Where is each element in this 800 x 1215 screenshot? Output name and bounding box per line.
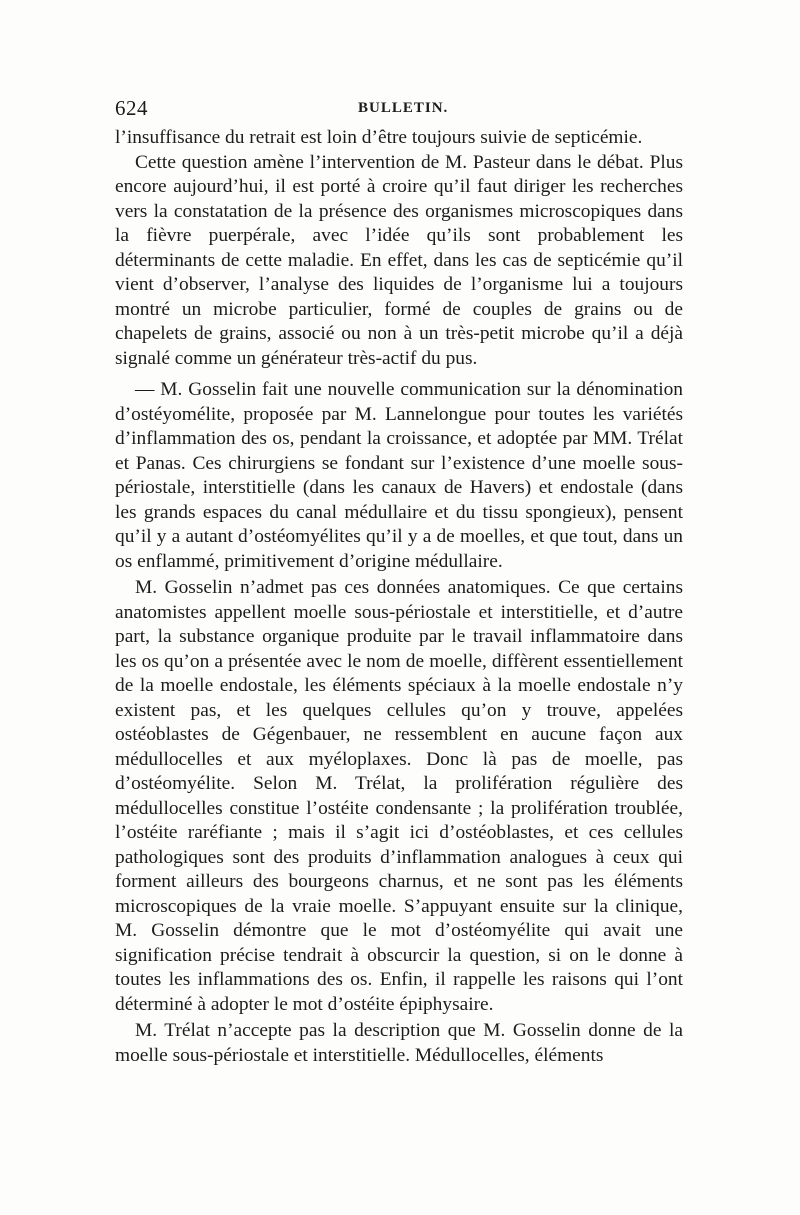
paragraph-pasteur: Cette question amène l’intervention de M. Pasteur dans le débat. Plus encore aujourd’hui, il est porté à croire qu’il faut diriger les recherches vers la constatation de la présence des organismes microscopiques dans la fièvre puerpérale, avec l’idée qu’ils sont probablement les déterminants de cette maladie. En effet, dans les cas de septicémie qu’il vient d’observer, l’analyse des liquides de l’organisme lui a toujours montré un microbe particulier, formé de couples de grains ou de chapelets de grains, associé ou non à un très-petit microbe qu’il a déjà signalé comme un générateur très-actif du pus. bbox=[115, 151, 683, 369]
paragraph-continuation: l’insuffisance du retrait est loin d’être toujours suivie de septicémie. bbox=[115, 127, 643, 148]
paragraph-gosselin-objection: M. Gosselin n’admet pas ces données anatomiques. Ce que certains anatomistes appellent moelle sous-périostale et interstitielle, et d’autre part, la substance organique produite par le travail inflammatoire dans les os qu’on a présentée avec le nom de moelle, diffèrent essentiellement de la moelle endostale, les éléments spéciaux à la moelle endostale n’y existent pas, et les quelques cellules qu’on y trouve, appelées ostéoblastes de Gégenbauer, ne ressemblent en aucune façon aux médullocelles et aux myéloplaxes. Donc là pas de moelle, pas d’ostéomyélite. Selon M. Trélat, la prolifération régulière des médullocelles constitue l’ostéite condensante ; la prolifération troublée, l’ostéite raréfiante ; mais il s’agit ici d’ostéoblastes, et ces cellules pathologiques sont des produits d’inflammation analogues à ceux qui forment ailleurs des bourgeons charnus, et ne sont pas les éléments microscopiques de la vraie moelle. S’appuyant ensuite sur la clinique, M. Gosselin démontre que le mot d’ostéomyélite qui avait une signification précise tendrait à obscurcir la question, si on le donne à toutes les inflammations des os. Enfin, il rappelle les raisons qui l’ont déterminé à adopter le mot d’ostéite épiphysaire. bbox=[115, 577, 683, 1015]
running-title: BULLETIN. bbox=[358, 100, 449, 116]
page-header bbox=[115, 96, 685, 126]
page-number: 624 bbox=[115, 96, 148, 120]
paragraph-trelat: M. Trélat n’accepte pas la description que M. Gosselin donne de la moelle sous-périostale et interstitielle. Médullocelles, éléments bbox=[115, 1020, 683, 1066]
body-text bbox=[115, 126, 683, 1068]
paragraph-gosselin-communication: — M. Gosselin fait une nouvelle communication sur la dénomination d’ostéyomélite, proposée par M. Lannelongue pour toutes les variétés d’inflammation des os, pendant la croissance, et adoptée par MM. Trélat et Panas. Ces chirurgiens se fondant sur l’existence d’une moelle sous-périostale, interstitielle (dans les canaux de Havers) et endostale (dans les grands espaces du canal médullaire et du tissu spongieux), pensent qu’il y a autant d’ostéomyélites qu’il y a de moelles, et que tout, dans un os enflammé, primitivement d’origine médullaire. bbox=[115, 379, 683, 572]
